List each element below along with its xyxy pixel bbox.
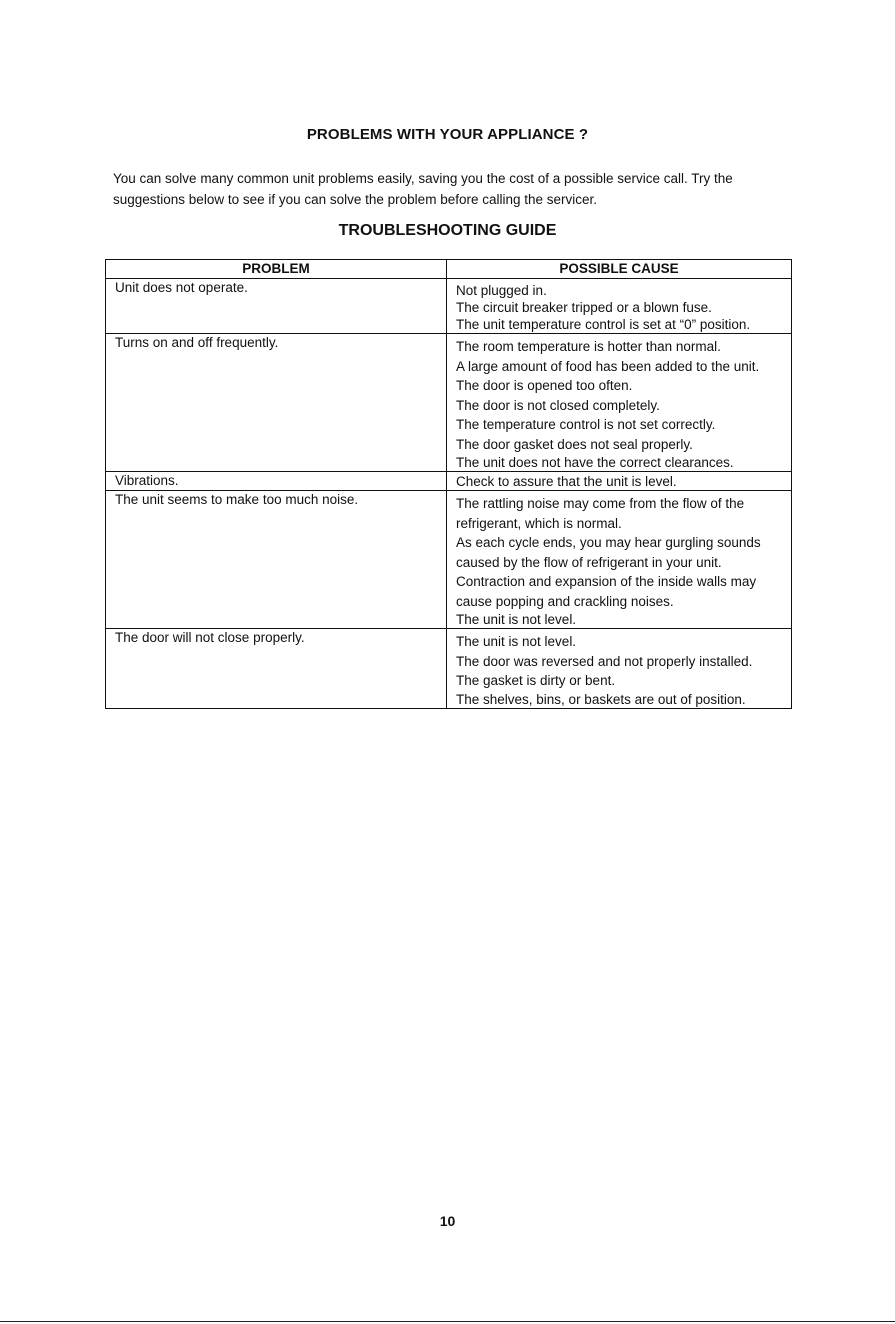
- table-row: [106, 491, 792, 629]
- cause-item: The door was reversed and not properly installed.: [456, 653, 753, 669]
- cause-item: As each cycle ends, you may hear gurgling sounds caused by the flow of refrigerant in your unit.: [456, 535, 761, 570]
- intro-paragraph: You can solve many common unit problems easily, saving you the cost of a possible service call. Try the suggestions below to see if you can solve the problem before calling the servicer.: [113, 171, 733, 207]
- page-title: PROBLEMS WITH YOUR APPLIANCE ?: [306, 126, 589, 143]
- cause-cell: [447, 629, 792, 709]
- cause-cell: [447, 334, 792, 472]
- cause-item: The unit does not have the correct clearances.: [456, 455, 734, 470]
- cause-item: Check to assure that the unit is level.: [456, 474, 677, 489]
- table-row: [106, 279, 792, 334]
- cause-item: The shelves, bins, or baskets are out of position.: [456, 691, 746, 707]
- cause-header: POSSIBLE CAUSE: [447, 260, 792, 279]
- cause-item: The rattling noise may come from the flow of the refrigerant, which is normal.: [456, 496, 745, 531]
- cause-item: Not plugged in.: [456, 283, 547, 298]
- cause-cell: [447, 279, 792, 334]
- cause-item: The door is not closed completely.: [456, 397, 660, 413]
- problem-cell: The unit seems to make too much noise.: [106, 491, 447, 629]
- cause-item: The door is opened too often.: [456, 378, 633, 393]
- table-row: [106, 334, 792, 472]
- bottom-rule: [0, 1321, 895, 1322]
- cause-item: The gasket is dirty or bent.: [456, 673, 616, 688]
- problem-header: PROBLEM: [106, 260, 447, 279]
- cause-cell: [447, 472, 792, 491]
- problem-cell: Turns on and off frequently.: [106, 334, 447, 472]
- table-header-row: [106, 260, 792, 279]
- cause-item: The unit is not level.: [456, 634, 577, 649]
- cause-item: The room temperature is hotter than normal.: [456, 339, 721, 354]
- cause-item: Contraction and expansion of the inside walls may cause popping and crackling noises.: [456, 574, 757, 609]
- problem-cell: Vibrations.: [106, 472, 447, 491]
- table-row: [106, 629, 792, 709]
- page-number: 10: [439, 1213, 456, 1229]
- cause-item: A large amount of food has been added to the unit.: [456, 358, 760, 374]
- troubleshooting-table: [105, 259, 792, 709]
- problem-cell: The door will not close properly.: [106, 629, 447, 709]
- cause-cell: [447, 491, 792, 629]
- cause-item: The circuit breaker tripped or a blown fuse.: [456, 300, 712, 315]
- section-title: TROUBLESHOOTING GUIDE: [338, 222, 557, 239]
- problem-cell: Unit does not operate.: [106, 279, 447, 334]
- table-row: [106, 472, 792, 491]
- cause-item: The temperature control is not set correctly.: [456, 417, 716, 432]
- cause-item: The unit temperature control is set at “0” position.: [456, 317, 751, 332]
- cause-item: The unit is not level.: [456, 612, 577, 627]
- cause-item: The door gasket does not seal properly.: [456, 436, 693, 452]
